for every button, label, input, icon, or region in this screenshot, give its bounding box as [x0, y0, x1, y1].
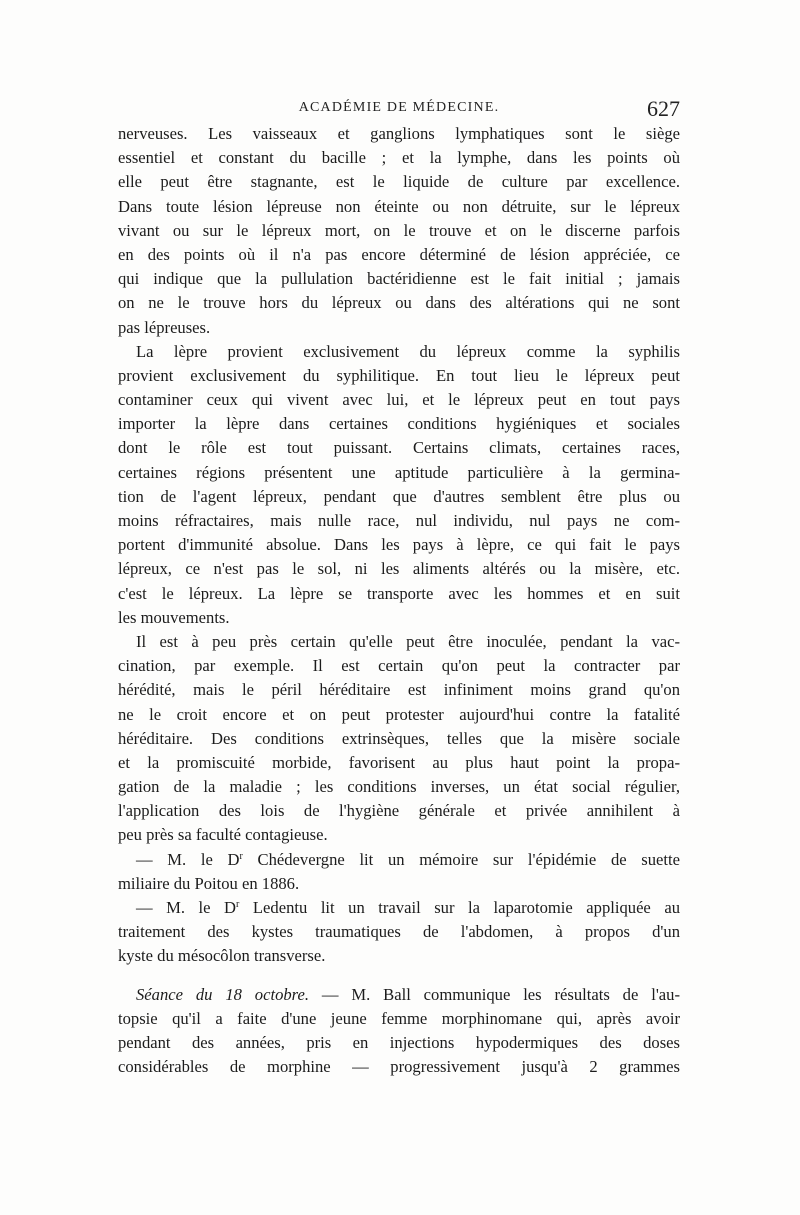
- text-line: moins réfractaires, mais nulle race, nul individu, nul pays ne com-: [118, 511, 680, 530]
- chedevergne-text: Chédevergne lit un mémoire sur l'épidémie de suette: [257, 849, 680, 869]
- text-line: on ne le trouve hors du lépreux ou dans des altérations qui ne sont: [118, 293, 680, 313]
- text-line: topsie qu'il a faite d'une jeune femme morphinomane qui, après avoir: [118, 1008, 680, 1028]
- doctor-superscript: r: [236, 899, 240, 910]
- text-line: Il est à peu près certain qu'elle peut être inoculée, pendant la vac-: [136, 631, 680, 651]
- text-line: gation de la maladie ; les conditions inverses, un état social régulier,: [118, 777, 680, 797]
- text-line: elle peut être stagnante, est le liquide de culture par excellence.: [118, 172, 680, 192]
- text-line: Dans toute lésion lépreuse non éteinte ou non détruite, sur le lépreux: [118, 196, 680, 216]
- text-line: qui indique que la pullulation bactéridienne est le fait initial ; jamais: [118, 269, 680, 289]
- seance-heading: Séance du 18 octobre.: [136, 984, 310, 1004]
- text-line: dont le rôle est tout puissant. Certains climats, certaines races,: [118, 438, 680, 458]
- running-header: [118, 96, 680, 122]
- page-number: 627: [647, 96, 680, 121]
- doctor-prefix: — M. le D: [136, 898, 237, 917]
- text-line: essentiel et constant du bacille ; et la lymphe, dans les points où: [118, 148, 680, 168]
- running-title: ACADÉMIE DE MÉDECINE.: [298, 100, 500, 115]
- text-line: hérédité, mais le péril héréditaire est infiniment moins grand qu'on: [118, 680, 680, 700]
- text-line: tion de l'agent lépreux, pendant que d'autres semblent être plus ou: [118, 486, 680, 506]
- text-line: miliaire du Poitou en 1886.: [118, 873, 300, 893]
- text-line: importer la lèpre dans certaines conditions hygiéniques et sociales: [118, 414, 680, 434]
- text-line: et la promiscuité morbide, favorisent au plus haut point la propa-: [118, 752, 680, 772]
- text-line: kyste du mésocôlon transverse.: [118, 946, 326, 966]
- text-line: vivant ou sur le lépreux mort, on le trouve et on le discerne parfois: [118, 220, 680, 240]
- text-line: portent d'immunité absolue. Dans les pays à lèpre, ce qui fait le pays: [118, 535, 680, 555]
- text-line: nerveuses. Les vaisseaux et ganglions lymphatiques sont le siège: [118, 124, 680, 143]
- text-line: cination, par exemple. Il est certain qu'on peut la contracter par: [118, 656, 680, 676]
- text-line: traitement des kystes traumatiques de l'abdomen, à propos d'un: [118, 922, 680, 942]
- text-line: La lèpre provient exclusivement du lépreux comme la syphilis: [136, 341, 680, 361]
- text-line: provient exclusivement du syphilitique. En tout lieu le lépreux peut: [118, 365, 680, 385]
- text-line: considérables de morphine — progressivement jusqu'à 2 grammes: [118, 1057, 680, 1077]
- text-line: certaines régions présentent une aptitude particulière à la germina-: [118, 462, 680, 482]
- body-text: [118, 122, 680, 1079]
- text-line-ledentu: [118, 896, 680, 920]
- text-line: contaminer ceux qui vivent avec lui, et le lépreux peut en tout pays: [118, 390, 680, 410]
- text-line: peu près sa faculté contagieuse.: [118, 825, 328, 845]
- seance-text: — M. Ball communique les résultats de l'au-: [309, 984, 680, 1004]
- text-line: l'application des lois de l'hygiène générale et privée annihilent à: [118, 801, 680, 821]
- text-line: ne le croit encore et on peut protester aujourd'hui contre la fatalité: [118, 704, 680, 724]
- ledentu-text: Ledentu lit un travail sur la laparotomie appliquée au: [252, 898, 680, 917]
- doctor-superscript: r: [239, 850, 243, 862]
- text-line: les mouvements.: [118, 607, 230, 627]
- text-line-seance: [118, 983, 680, 1007]
- doctor-prefix: — M. le D: [136, 849, 240, 869]
- text-line: pas lépreuses.: [118, 317, 211, 337]
- text-line: lépreux, ce n'est pas le sol, ni les aliments altérés ou la misère, etc.: [118, 559, 680, 579]
- text-line: c'est le lépreux. La lèpre se transporte avec les hommes et en suit: [118, 583, 680, 603]
- text-line: pendant des années, pris en injections hypodermiques des doses: [118, 1032, 680, 1052]
- text-line-chedevergne: [118, 848, 680, 872]
- text-line: en des points où il n'a pas encore déterminé de lésion appréciée, ce: [118, 244, 680, 264]
- text-line: héréditaire. Des conditions extrinsèques, telles que la misère sociale: [118, 728, 680, 748]
